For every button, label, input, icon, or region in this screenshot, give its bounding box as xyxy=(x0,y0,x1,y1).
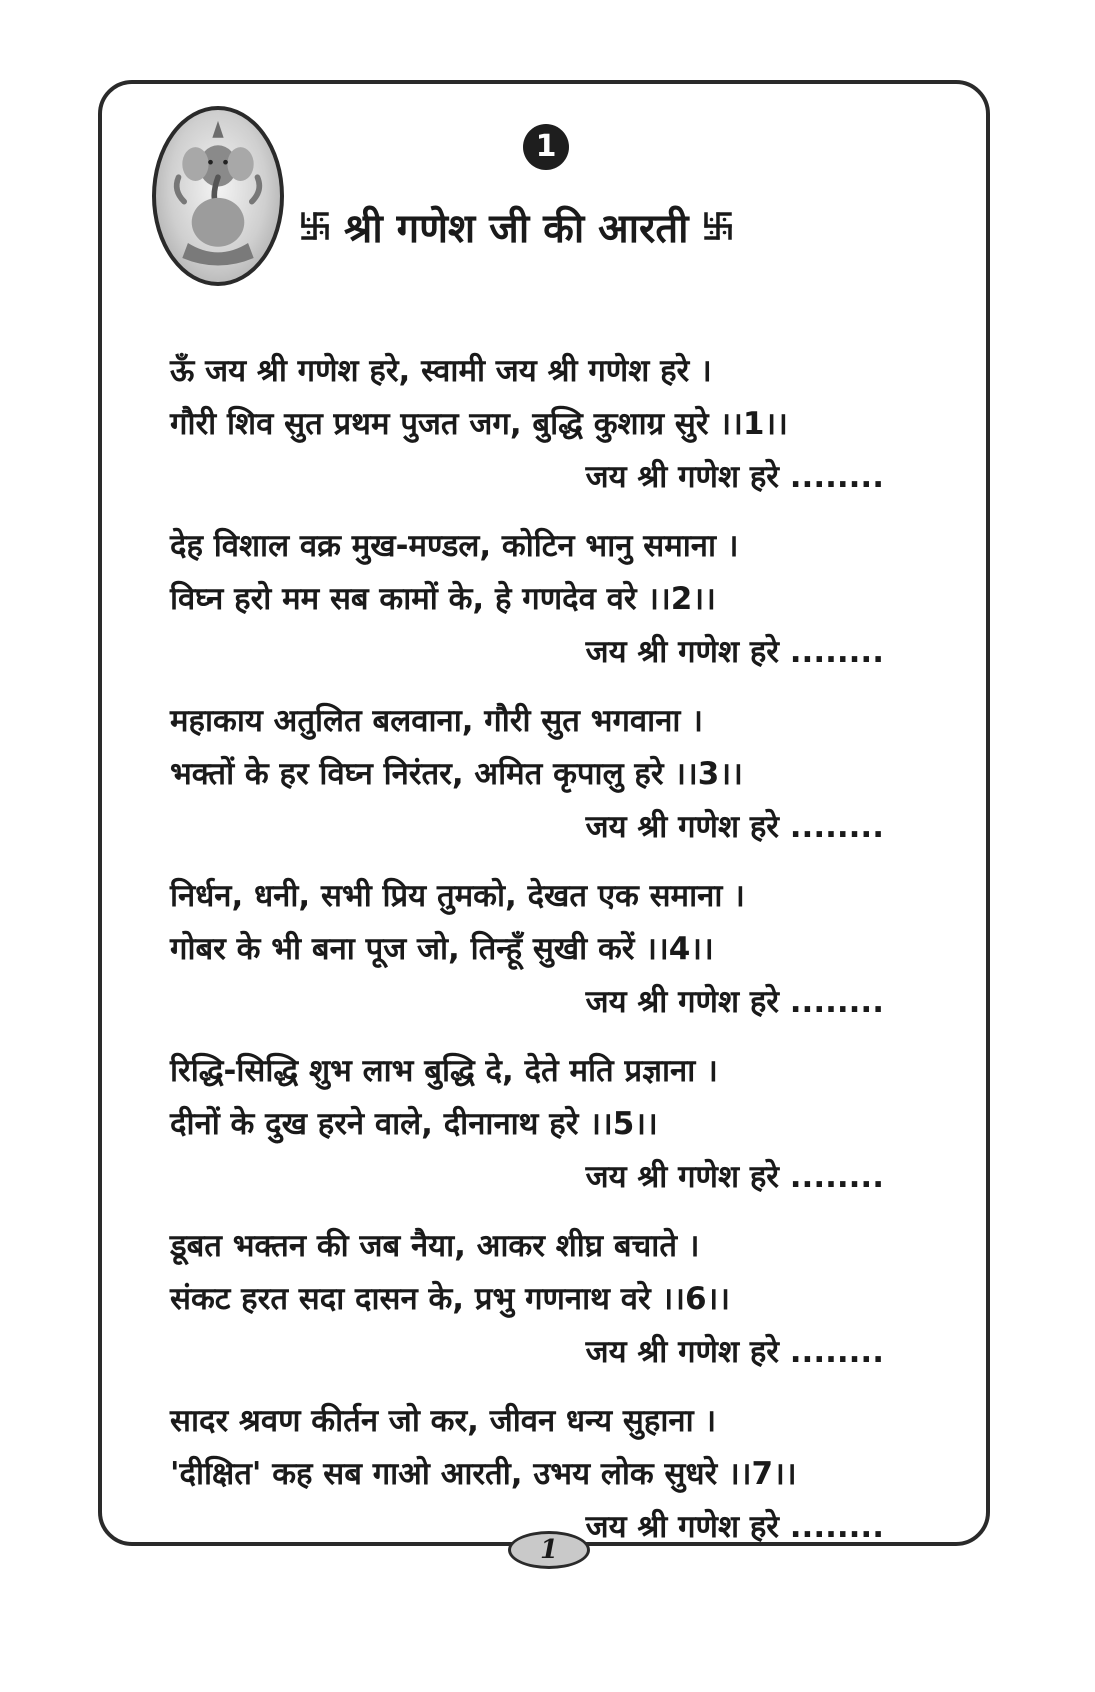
verse-refrain: जय श्री गणेश हरे ........ xyxy=(585,984,884,1020)
ganesha-medallion-icon xyxy=(152,106,284,286)
page-title xyxy=(300,196,800,256)
verse-line: भक्तों के हर विघ्न निरंतर, अमित कृपालु हरे ।।3।। xyxy=(170,756,743,792)
verse-line: संकट हरत सदा दासन के, प्रभु गणनाथ वरे ।।6।। xyxy=(170,1281,731,1317)
swastika-icon xyxy=(703,211,733,241)
verse-refrain: जय श्री गणेश हरे ........ xyxy=(585,459,884,495)
page-number: 1 xyxy=(508,1531,590,1569)
verse-5 xyxy=(170,1045,890,1220)
verse-line: 'दीक्षित' कह सब गाओ आरती, उभय लोक सुधरे ।।7।। xyxy=(170,1456,797,1492)
verse-line: दीनों के दुख हरने वाले, दीनानाथ हरे ।।5।। xyxy=(170,1106,658,1142)
verse-line: ऊँ जय श्री गणेश हरे, स्वामी जय श्री गणेश हरे । xyxy=(170,353,712,389)
verse-line: महाकाय अतुलित बलवाना, गौरी सुत भगवाना । xyxy=(170,703,703,739)
verse-1 xyxy=(170,345,890,520)
verse-line: विघ्न हरो मम सब कामों के, हे गणदेव वरे ।।2।। xyxy=(170,581,716,617)
aarti-title: श्री गणेश जी की आरती xyxy=(344,205,689,252)
verse-line: रिद्धि-सिद्धि शुभ लाभ बुद्धि दे, देते मति प्रज्ञाना । xyxy=(170,1053,718,1089)
verse-4 xyxy=(170,870,890,1045)
verse-3 xyxy=(170,695,890,870)
aarti-number-badge: 1 xyxy=(523,124,569,170)
verse-line: सादर श्रवण कीर्तन जो कर, जीवन धन्य सुहाना । xyxy=(170,1403,717,1439)
verse-refrain: जय श्री गणेश हरे ........ xyxy=(585,1509,884,1545)
verse-refrain: जय श्री गणेश हरे ........ xyxy=(585,1159,884,1195)
verse-2 xyxy=(170,520,890,695)
verse-line: देह विशाल वक्र मुख-मण्डल, कोटिन भानु समाना । xyxy=(170,528,739,564)
verse-line: डूबत भक्तन की जब नैया, आकर शीघ्र बचाते । xyxy=(170,1228,700,1264)
verse-refrain: जय श्री गणेश हरे ........ xyxy=(585,809,884,845)
verse-refrain: जय श्री गणेश हरे ........ xyxy=(585,634,884,670)
verse-line: गौरी शिव सुत प्रथम पुजत जग, बुद्धि कुशाग्र सुरे ।।1।। xyxy=(170,406,788,442)
verse-line: निर्धन, धनी, सभी प्रिय तुमको, देखत एक समाना । xyxy=(170,878,745,914)
verse-refrain: जय श्री गणेश हरे ........ xyxy=(585,1334,884,1370)
verse-6 xyxy=(170,1220,890,1395)
swastika-icon xyxy=(300,211,330,241)
verses-list xyxy=(170,345,890,1570)
verse-line: गोबर के भी बना पूज जो, तिन्हूँ सुखी करें ।।4।। xyxy=(170,931,714,967)
